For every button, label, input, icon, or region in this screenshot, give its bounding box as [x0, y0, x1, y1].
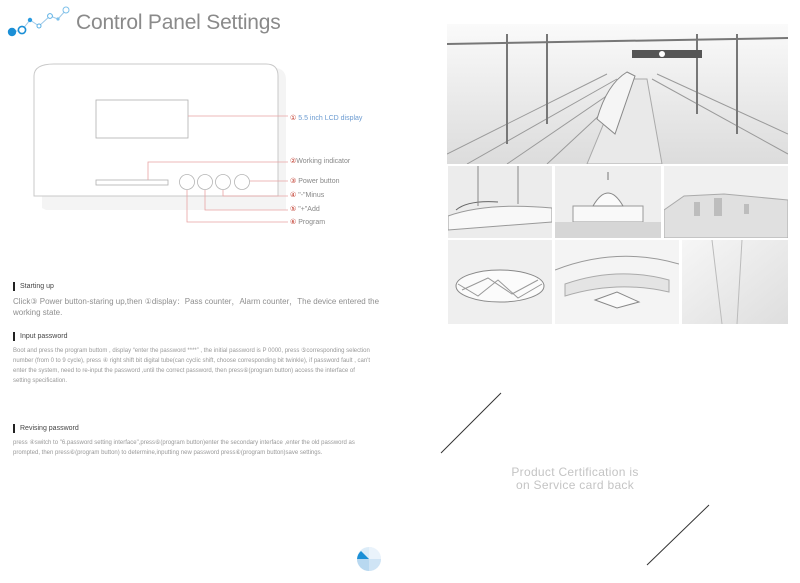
- section-body-input-password: Boot and press the program buttom , display “enter the password ****” , the initial password is P 0000, press ⑤corresponding selection number (from 0 to 9 cycle), press ④ right shift bit digital tube(can cyclic shift, choose corresponding bit twinkle), if password fault , can't enter the system, need to re-input the password ,until the correct password, then press⑥(program button) access the interface of setting specification.: [13, 348, 371, 384]
- photo-capitol: [555, 166, 661, 238]
- section-body-revising-password: press ④switch to "6.password setting interface",press⑥(program button)enter the secondary interface ,enter the old password as prompted, then press⑥(program button) to determine,inputting new password press⑥(program button)save settings.: [13, 440, 355, 456]
- section-heading-revising-password: Revising password: [13, 424, 79, 433]
- label-program: ⑥ Program: [290, 219, 326, 226]
- photo-airport: [555, 240, 679, 324]
- photo-cityscape: [664, 166, 788, 238]
- label-lcd-display: ① 5.5 inch LCD display: [290, 115, 363, 122]
- corner-line-bottom: [646, 504, 710, 566]
- section-body-starting-up: Click③ Power button-staring up,then ①display：Pass counter，Alarm counter，The device entered the working state.: [13, 297, 380, 317]
- certification-text: [490, 466, 660, 492]
- pie-icon: [356, 546, 382, 572]
- label-add: ⑤ "+"Add: [290, 206, 320, 213]
- photo-stadium: [448, 240, 552, 324]
- logo-dots-icon: [6, 4, 72, 38]
- section-heading-input-password: Input password: [13, 332, 67, 341]
- section-heading-starting-up: Starting up: [13, 282, 54, 291]
- photo-tower: [682, 240, 788, 324]
- label-working-indicator: ②Working indicator: [290, 158, 351, 165]
- photo-highspeed-train: [448, 166, 552, 238]
- control-panel-diagram: [30, 56, 390, 236]
- photo-train-station: [447, 24, 788, 164]
- certification-line-2: on Service card back: [515, 478, 635, 492]
- corner-line-top: [440, 392, 502, 454]
- certification-line-1: Product Certification is: [511, 465, 639, 479]
- label-minus: ④ "-"Minus: [290, 192, 325, 199]
- label-power-button: ③ Power button: [290, 178, 340, 185]
- page-title: Control Panel Settings: [76, 11, 281, 34]
